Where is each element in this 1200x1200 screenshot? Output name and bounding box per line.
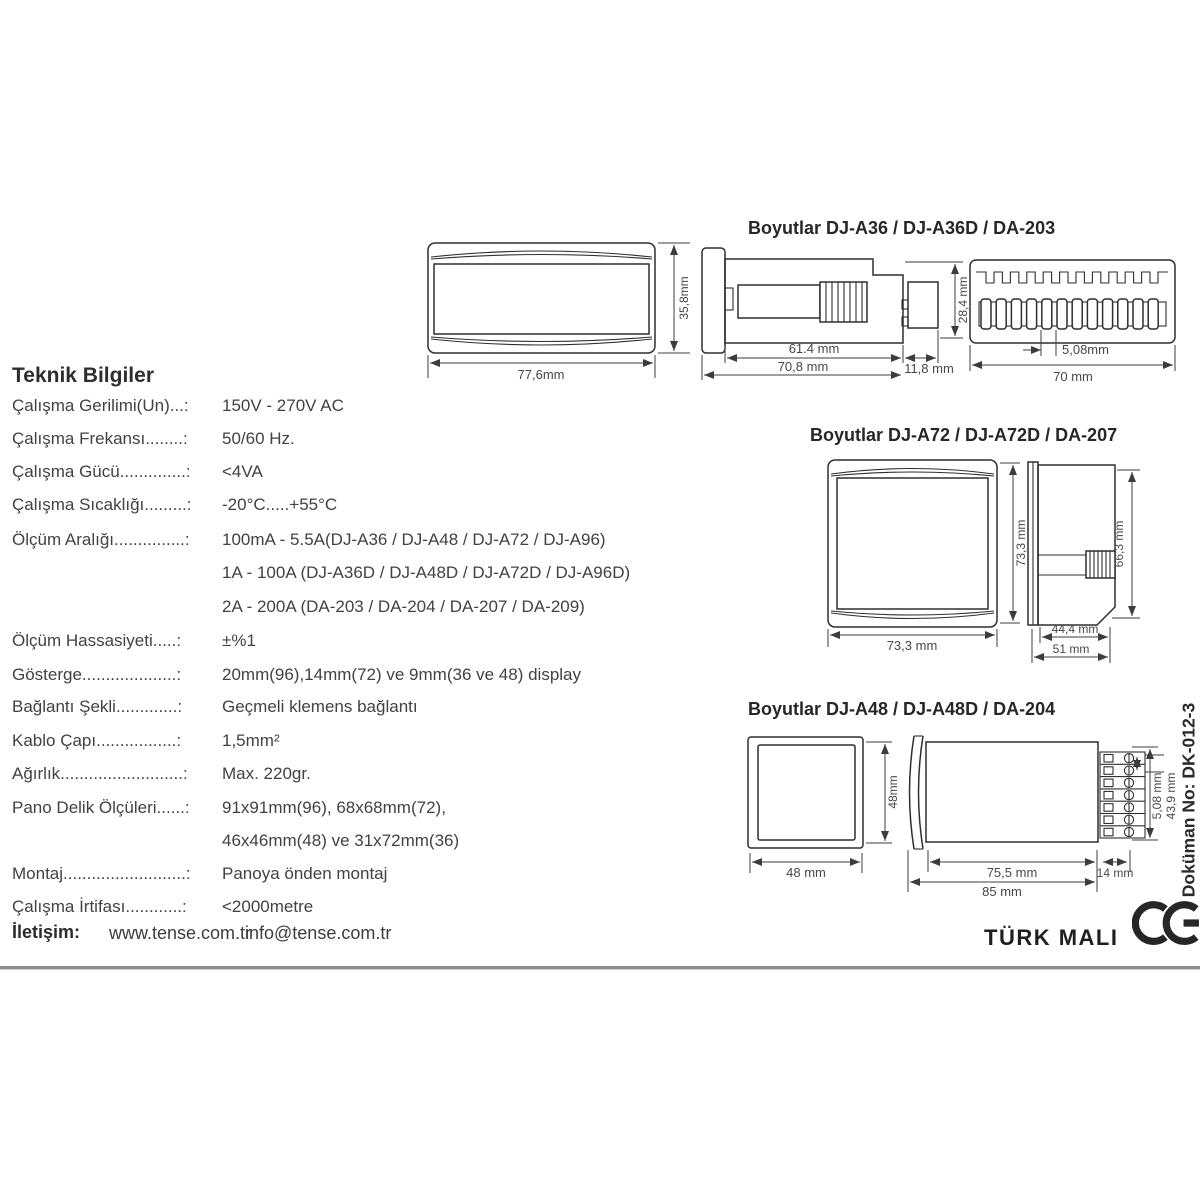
- spec-label: Montaj..........................:: [12, 864, 191, 883]
- section-title-dja36: Boyutlar DJ-A36 / DJ-A36D / DA-203: [748, 218, 1056, 238]
- spec-row: [12, 665, 732, 695]
- section-title-dja72: Boyutlar DJ-A72 / DJ-A72D / DA-207: [810, 425, 1118, 445]
- dimension-label: 43,9 mm: [1164, 772, 1178, 820]
- spec-row: [12, 631, 732, 661]
- spec-value: 150V - 270V AC: [222, 396, 344, 415]
- contact-label: İletişim:: [12, 922, 81, 942]
- spec-row: [12, 429, 732, 459]
- dja36-front-view: [428, 243, 655, 353]
- dimension-label: 35,8mm: [677, 276, 691, 320]
- dimension-label: 51 mm: [1052, 642, 1090, 656]
- dja48-dimension-drawing: [740, 732, 1190, 900]
- spec-value: Panoya önden montaj: [222, 864, 388, 883]
- spec-value: 20mm(96),14mm(72) ve 9mm(36 ve 48) display: [222, 665, 582, 684]
- email-link[interactable]: info@tense.com.tr: [245, 923, 392, 943]
- spec-row: [12, 462, 732, 492]
- spec-label: Ağırlık..........................:: [12, 764, 188, 783]
- spec-row: [12, 864, 732, 894]
- spec-row: [12, 731, 732, 761]
- dimension-label: 73,3 mm: [1014, 519, 1028, 567]
- dimension-label: 44,4 mm: [1051, 622, 1099, 636]
- spec-label: Gösterge....................:: [12, 665, 182, 684]
- dimension-label: 48mm: [886, 775, 900, 809]
- spec-value: 1A - 100A (DJ-A36D / DJ-A48D / DJ-A72D / DJ-A96D): [222, 563, 631, 582]
- spec-label: Bağlantı Şekli.............:: [12, 697, 183, 716]
- dimension-label: 28,4 mm: [956, 276, 970, 324]
- contact-row: [12, 922, 392, 948]
- spec-value: 1,5mm²: [222, 731, 280, 750]
- spec-label: Ölçüm Hassasiyeti.....:: [12, 631, 182, 650]
- dimension-label: 75,5 mm: [986, 865, 1038, 880]
- spec-row: [12, 563, 732, 593]
- spec-value: Max. 220gr.: [222, 764, 311, 783]
- dimension-label: 77,6mm: [517, 367, 565, 382]
- dimension-label: 48 mm: [786, 865, 826, 880]
- dimension-label: 70 mm: [1053, 369, 1093, 384]
- spec-row: [12, 697, 732, 727]
- document-number: Doküman No: DK-012-3: [1178, 702, 1199, 898]
- dja36-dimension-drawing: [418, 238, 1188, 393]
- spec-value: 2A - 200A (DA-203 / DA-204 / DA-207 / DA-209): [222, 597, 585, 616]
- dja36-top-view: [970, 260, 1175, 343]
- spec-value: 100mA - 5.5A(DJ-A36 / DJ-A48 / DJ-A72 / DJ-A96): [222, 530, 606, 549]
- dimension-label: 5,08mm: [1062, 342, 1109, 357]
- spec-value: 50/60 Hz.: [222, 429, 295, 448]
- dja36-top-dimensions: [970, 330, 1175, 384]
- dimension-label: 85 mm: [982, 884, 1022, 899]
- spec-label: Çalışma Gücü..............:: [12, 462, 191, 481]
- dimension-label: 5,08 mm: [1150, 772, 1164, 820]
- website-link[interactable]: www.tense.com.tr: [109, 923, 252, 943]
- spec-row: [12, 831, 732, 861]
- dimension-label: 11,8 mm: [904, 361, 954, 376]
- spec-row: [12, 530, 732, 560]
- spec-value: -20°C.....+55°C: [222, 495, 338, 514]
- dja72-dimension-drawing: [820, 455, 1155, 670]
- dja72-front-view: [828, 460, 997, 627]
- spec-row: [12, 495, 732, 525]
- made-in-label: TÜRK MALI: [984, 925, 1119, 950]
- spec-row: [12, 396, 732, 426]
- dja72-side-view: [1028, 462, 1115, 625]
- specs-title: Teknik Bilgiler: [12, 364, 154, 387]
- spec-label: Ölçüm Aralığı...............:: [12, 530, 190, 549]
- spec-value: 46x46mm(48) ve 31x72mm(36): [222, 831, 460, 850]
- spec-value: ±%1: [222, 631, 256, 650]
- spec-label: Çalışma Frekansı........:: [12, 429, 188, 448]
- spec-row: [12, 597, 732, 627]
- page-separator-shadow: [0, 969, 1200, 970]
- spec-value: 91x91mm(96), 68x68mm(72),: [222, 798, 446, 817]
- spec-value: Geçmeli klemens bağlantı: [222, 697, 418, 716]
- dja48-side-view: [910, 736, 1146, 849]
- spec-label: Kablo Çapı.................:: [12, 731, 182, 750]
- dja72-front-dimensions: [828, 463, 1028, 653]
- spec-label: Çalışma İrtifası............:: [12, 897, 187, 916]
- section-title-dja48: Boyutlar DJ-A48 / DJ-A48D / DA-204: [748, 699, 1056, 719]
- spec-label: Çalışma Sıcaklığı.........:: [12, 495, 192, 514]
- spec-label: Çalışma Gerilimi(Un)...:: [12, 396, 189, 415]
- dimension-label: 70,8 mm: [777, 359, 829, 374]
- spec-row: [12, 764, 732, 794]
- dimension-label: 14 mm: [1096, 866, 1134, 880]
- dimension-label: 66,3 mm: [1112, 520, 1126, 568]
- dja48-front-view: [748, 737, 863, 848]
- ce-mark-icon: [1132, 897, 1200, 951]
- spec-label: Pano Delik Ölçüleri......:: [12, 798, 190, 817]
- dja36-side-view: [702, 248, 938, 353]
- dja48-side-dimensions: [908, 747, 1178, 899]
- dja48-front-dimensions: [750, 742, 900, 880]
- dimension-label: 61.4 mm: [788, 341, 840, 356]
- spec-value: <2000metre: [222, 897, 314, 916]
- dimension-label: 73,3 mm: [886, 638, 938, 653]
- spec-value: <4VA: [222, 462, 263, 481]
- spec-row: [12, 798, 732, 828]
